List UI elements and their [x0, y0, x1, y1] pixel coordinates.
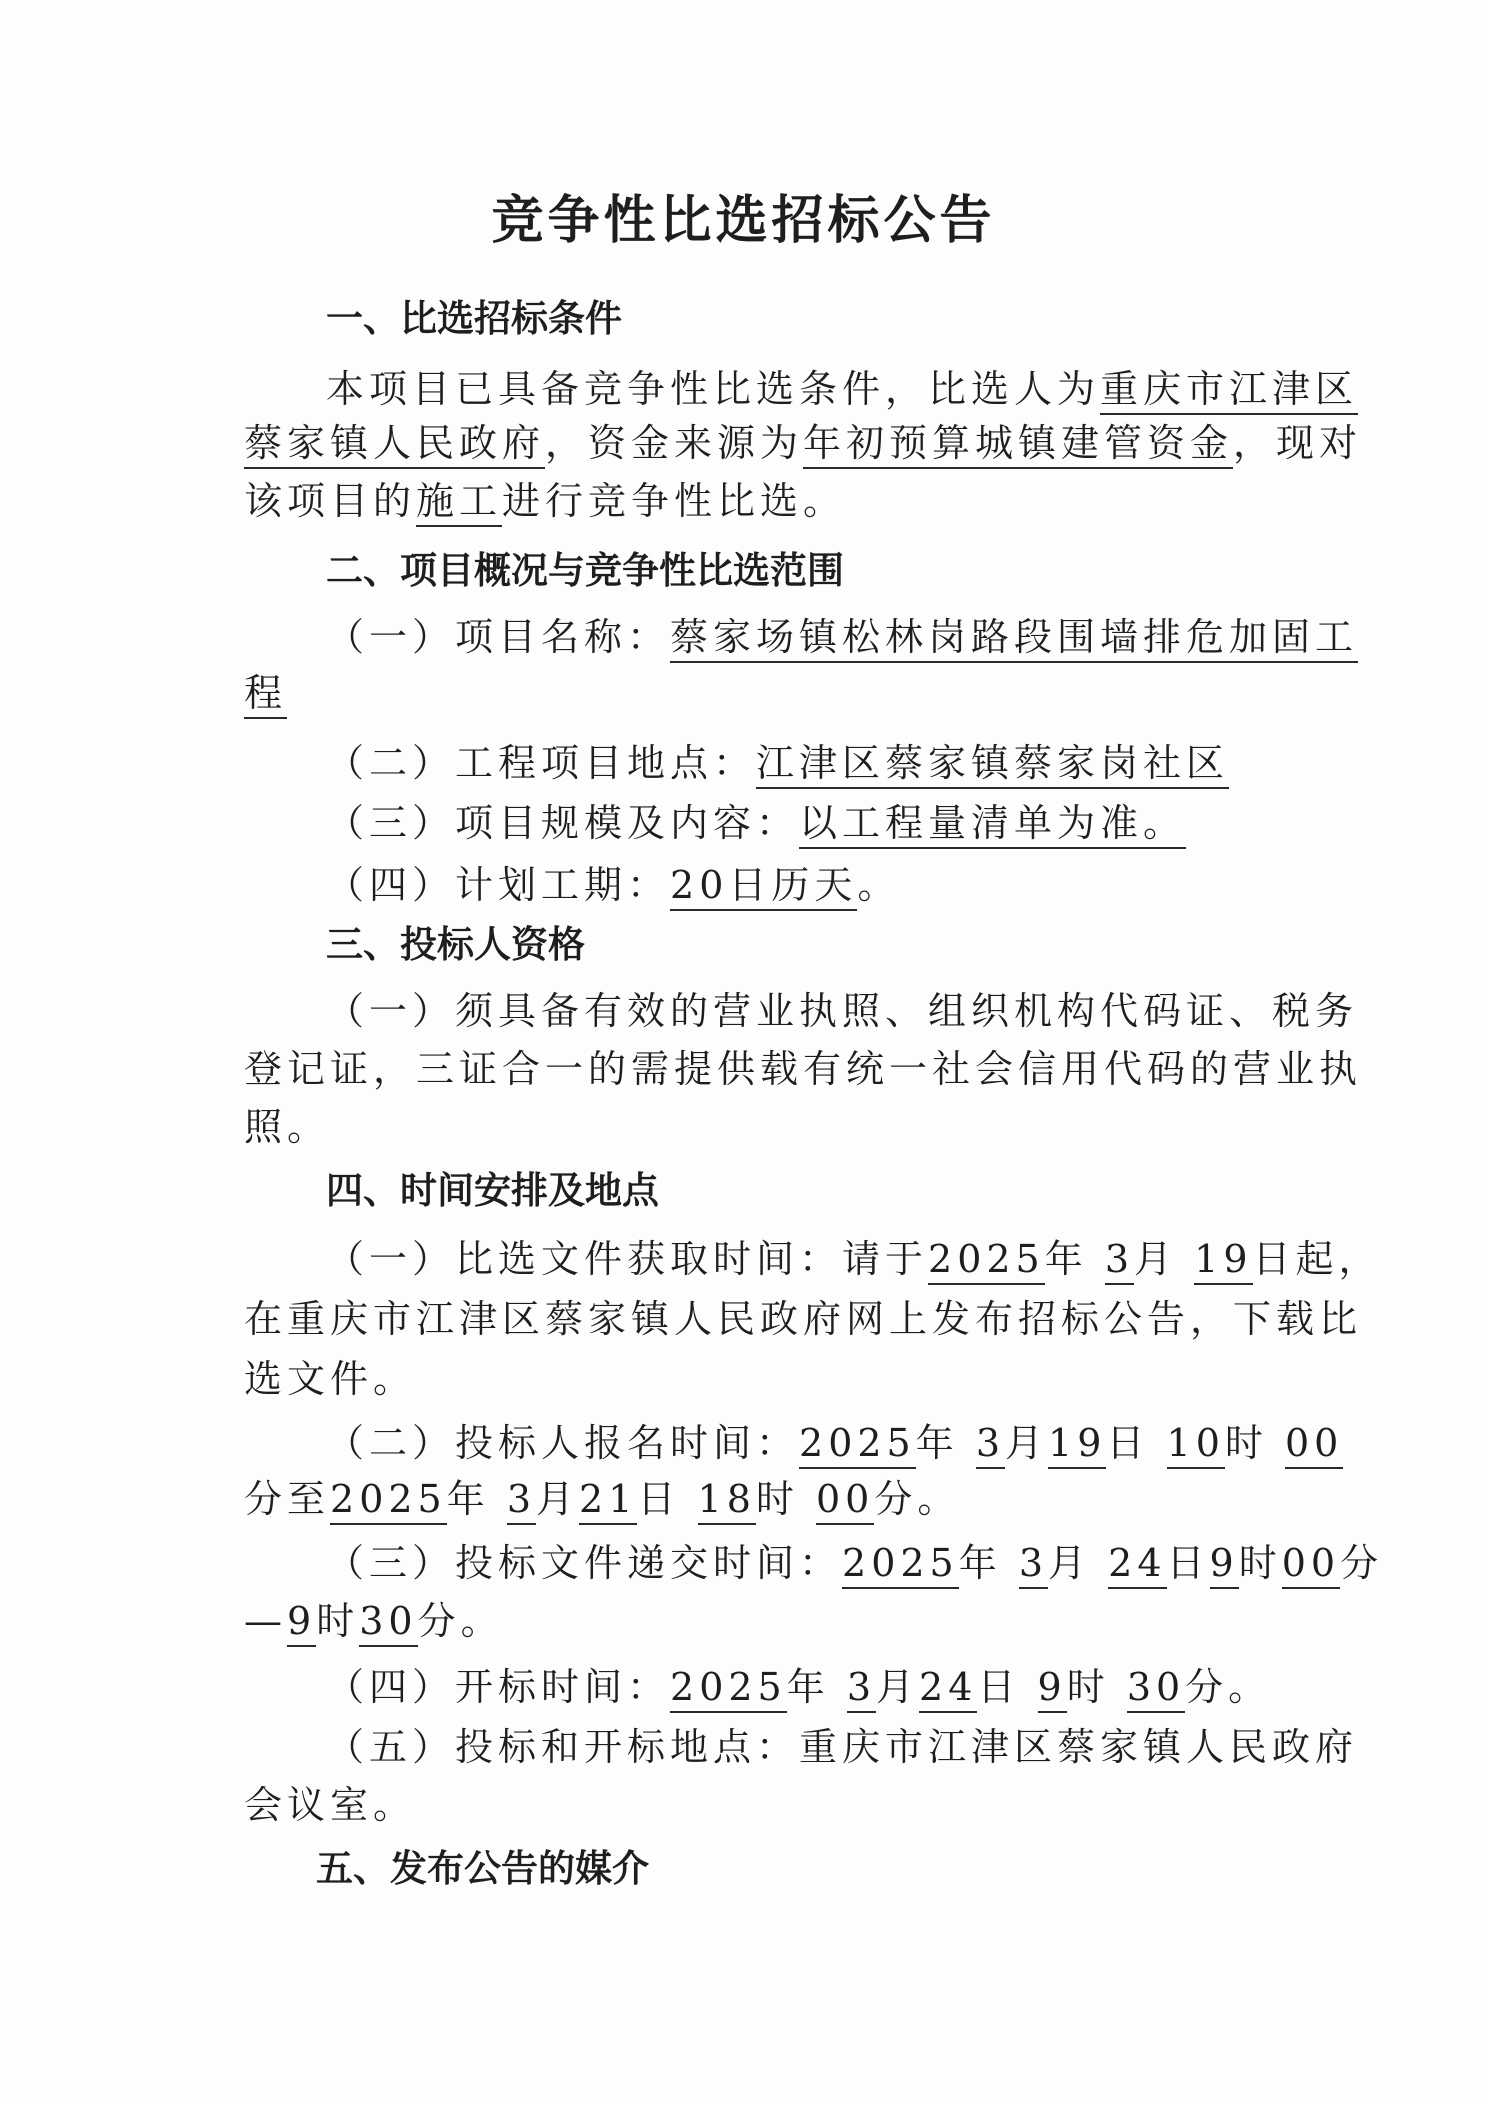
underlined-value: 21 [579, 1477, 637, 1525]
page-title: 竞争性比选招标公告 [491, 191, 996, 251]
section-heading-3: 三、投标人资格 [326, 923, 585, 966]
text-span: 进行竞争性比选。 [502, 479, 847, 523]
underlined-value: 9 [1210, 1541, 1239, 1589]
underlined-value: 30 [359, 1599, 417, 1647]
underlined-value: 重庆市江津区 [1100, 367, 1358, 415]
underlined-value: 20日历天 [670, 863, 857, 911]
paragraph-line [326, 366, 1358, 412]
paragraph-line [326, 1540, 1383, 1586]
text-span: 日 [1166, 1541, 1210, 1585]
text-span: 日 [637, 1477, 681, 1521]
paragraph-line: （五）投标和开标地点：重庆市江津区蔡家镇人民政府 [326, 1725, 1359, 1769]
text-span: 。 [857, 863, 901, 907]
text-span: 分至 [244, 1477, 331, 1521]
paragraph-line [244, 1476, 960, 1522]
underlined-value: 19 [1194, 1237, 1252, 1285]
underlined-value: 19 [1048, 1421, 1106, 1469]
section-heading-5: 五、发布公告的媒介 [316, 1847, 649, 1890]
paragraph-line [326, 1236, 1382, 1282]
text-span: 月 [1005, 1421, 1049, 1465]
text-span: （二）工程项目地点： [326, 741, 757, 785]
text-span: 时 [1066, 1665, 1110, 1709]
paragraph-line: 选文件。 [244, 1357, 417, 1401]
paragraph-line [326, 800, 1186, 846]
text-span: （一）比选文件获取时间：请于 [326, 1237, 929, 1281]
text-span: （四）开标时间： [326, 1665, 671, 1709]
underlined-value: 2025 [842, 1541, 959, 1589]
underlined-value: 以工程量清单为准。 [799, 801, 1186, 849]
text-span: 时 [755, 1477, 799, 1521]
paragraph-line [244, 420, 1362, 466]
paragraph-line: 登记证，三证合一的需提供载有统一社会信用代码的营业执 [244, 1047, 1363, 1091]
underlined-value: 3 [976, 1421, 1005, 1469]
underlined-value: 18 [698, 1477, 756, 1525]
paragraph-line [326, 862, 900, 908]
text-span: 日 [1106, 1421, 1150, 1465]
section-heading-1: 一、比选招标条件 [326, 297, 622, 340]
underlined-value: 蔡家镇人民政府 [244, 421, 545, 469]
underlined-value: 9 [287, 1599, 316, 1647]
paragraph-line [244, 1598, 504, 1644]
paragraph-line [326, 740, 1229, 786]
paragraph-line [244, 478, 846, 524]
text-span: 时 [1224, 1421, 1268, 1465]
underlined-value: 9 [1038, 1665, 1067, 1713]
text-span: 时 [1238, 1541, 1282, 1585]
text-span: （四）计划工期： [326, 863, 671, 907]
paragraph-line: 在重庆市江津区蔡家镇人民政府网上发布招标公告，下载比 [244, 1297, 1363, 1341]
underlined-value: 江津区蔡家镇蔡家岗社区 [756, 741, 1229, 789]
underlined-value: 施工 [416, 479, 502, 527]
text-span: 分。 [1185, 1665, 1272, 1709]
text-span: 分。 [417, 1599, 504, 1643]
text-span: 月 [876, 1665, 920, 1709]
text-span: 日起， [1252, 1237, 1382, 1281]
text-span: （一）项目名称： [326, 615, 671, 659]
underlined-value: 00 [1282, 1541, 1340, 1589]
paragraph-line [326, 1664, 1271, 1710]
text-span: 年 [446, 1477, 490, 1521]
paragraph-line [244, 670, 287, 716]
underlined-value: 2025 [799, 1421, 916, 1469]
text-span: （二）投标人报名时间： [326, 1421, 800, 1465]
underlined-value: 00 [816, 1477, 874, 1525]
text-span: 年 [958, 1541, 1002, 1585]
paragraph-line: （一）须具备有效的营业执照、组织机构代码证、税务 [326, 989, 1359, 1033]
underlined-value: 年初预算城镇建管资金 [803, 421, 1233, 469]
paragraph-line: 会议室。 [244, 1783, 417, 1827]
underlined-value: 10 [1167, 1421, 1225, 1469]
text-span: 年 [915, 1421, 959, 1465]
underlined-value: 24 [919, 1665, 977, 1713]
text-span: 日 [977, 1665, 1021, 1709]
underlined-value: 30 [1127, 1665, 1185, 1713]
paragraph-line: 照。 [244, 1105, 331, 1149]
underlined-value: 3 [1105, 1237, 1134, 1285]
section-heading-4: 四、时间安排及地点 [326, 1169, 659, 1212]
text-span: 年 [1044, 1237, 1088, 1281]
underlined-value: 24 [1108, 1541, 1166, 1589]
text-span: 月 [1048, 1541, 1092, 1585]
paragraph-line [326, 1420, 1343, 1466]
text-span: ，资金来源为 [545, 421, 804, 465]
underlined-value: 00 [1285, 1421, 1343, 1469]
text-span: ，现对 [1233, 421, 1363, 465]
text-span: 本项目已具备竞争性比选条件，比选人为 [326, 367, 1101, 411]
text-span: （三）投标文件递交时间： [326, 1541, 843, 1585]
underlined-value: 蔡家场镇松林岗路段围墙排危加固工 [670, 615, 1358, 663]
text-span: 年 [786, 1665, 830, 1709]
text-span: 该项目的 [244, 479, 417, 523]
underlined-value: 3 [847, 1665, 876, 1713]
text-span: 分。 [874, 1477, 961, 1521]
text-span: （三）项目规模及内容： [326, 801, 800, 845]
underlined-value: 3 [1019, 1541, 1048, 1589]
paragraph-line [326, 614, 1358, 660]
underlined-value: 2025 [670, 1665, 787, 1713]
text-span: 时 [316, 1599, 360, 1643]
text-span: — [244, 1599, 287, 1643]
underlined-value: 2025 [330, 1477, 447, 1525]
text-span: 月 [1134, 1237, 1178, 1281]
underlined-value: 2025 [928, 1237, 1045, 1285]
section-heading-2: 二、项目概况与竞争性比选范围 [326, 549, 844, 592]
text-span: 分 [1340, 1541, 1384, 1585]
underlined-value: 程 [244, 671, 287, 719]
text-span: 月 [536, 1477, 580, 1521]
underlined-value: 3 [507, 1477, 536, 1525]
